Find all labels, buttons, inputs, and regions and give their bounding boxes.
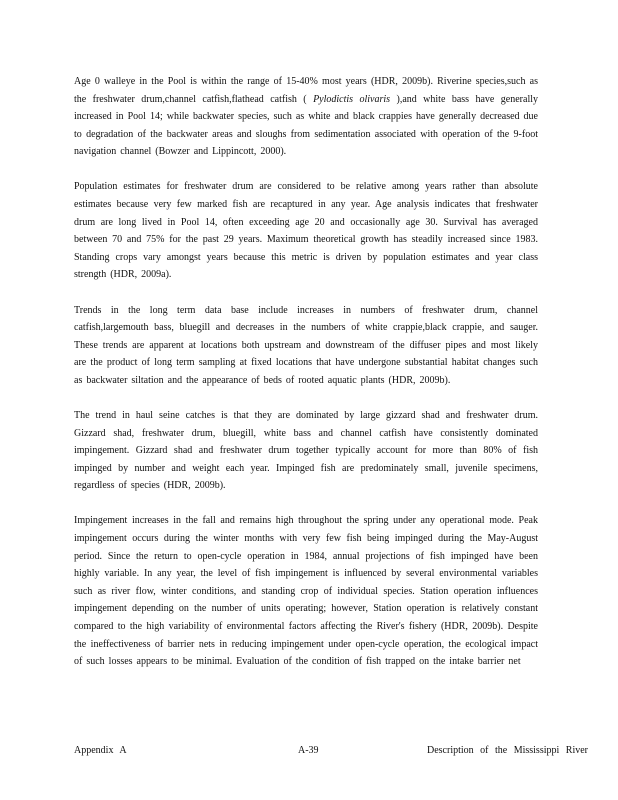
footer-section-title: Description of the Mississippi River — [427, 745, 588, 756]
paragraph-haul-seine: The trend in haul seine catches is that they are dominated by large gizzard shad and freshwater drum. Gizzard shad, freshwater drum, bluegill, white bass and channel catfish have consistently dominated impingement. Gizzard shad and freshwater drum together typically account for more than 80% of fish impinged by number and weight each year. Impinged fish are predominately small, juvenile specimens, regardless of species (HDR, 2009b). — [74, 410, 538, 492]
page-footer — [74, 745, 588, 759]
paragraph-impingement: Impingement increases in the fall and remains high throughout the spring under any operational mode. Peak impingement occurs during the winter months with very few fish being impinged during the May-August period. Since the return to open-cycle operation in 1984, annual projections of fish impinged have been highly variable. In any year, the level of fish impingement is influenced by several environmental variables such as river flow, winter conditions, and standing crop of individual species. Station operation influences impingement depending on the number of units operating; however, Station operation is relatively constant compared to the high variability of environmental factors affecting the River's fishery (HDR, 2009b). Despite the ineffectiveness of barrier nets in reducing impingement under open-cycle operation, the ecological impact of such losses appears to be minimal. Evaluation of the condition of fish trapped on the intake barrier net — [74, 515, 538, 668]
footer-page-number: A-39 — [298, 745, 319, 756]
paragraph-walleye-after: ),and white bass have generally increased in Pool 14; while backwater species, such as white and black crappies have generally decreased due to degradation of the backwater areas and sloughs from sedimentation associated with operation of the 9-foot navigation channel (Bowzer and Lippincott, 2000). — [74, 93, 538, 158]
footer-appendix: Appendix A — [74, 745, 127, 756]
paragraph-walleye — [74, 73, 538, 161]
body-text — [74, 73, 538, 688]
paragraph-population: Population estimates for freshwater drum are considered to be relative among years rather than absolute estimates because very few marked fish are recaptured in any year. Age analysis indicates that freshwater drum are long lived in Pool 14, often exceeding age 20 and occasionally age 30. Survival has averaged between 70 and 75% for the past 29 years. Maximum theoretical growth has steadily increased since 1983. Standing crops vary amongst years because this metric is driven by population estimates and year class strength (HDR, 2009a). — [74, 181, 538, 281]
paragraph-walleye-before: Age 0 walleye in the Pool is within the range of 15-40% most years (HDR, 2009b). Riverine species,such as the freshwater drum,channel catfish,flathead catfish ( — [74, 76, 538, 105]
species-name-italic: Pylodictis olivaris — [313, 93, 391, 105]
paragraph-trends: Trends in the long term data base include increases in numbers of freshwater drum, channel catfish,largemouth bass, bluegill and decreases in the numbers of white crappie,black crappie, and sauger. These trends are apparent at locations both upstream and downstream of the diffuser pipes and most likely are the product of long term sampling at fixed locations that have undergone substantial habitat changes such as backwater siltation and the appearance of beds of rooted aquatic plants (HDR, 2009b). — [74, 304, 538, 386]
